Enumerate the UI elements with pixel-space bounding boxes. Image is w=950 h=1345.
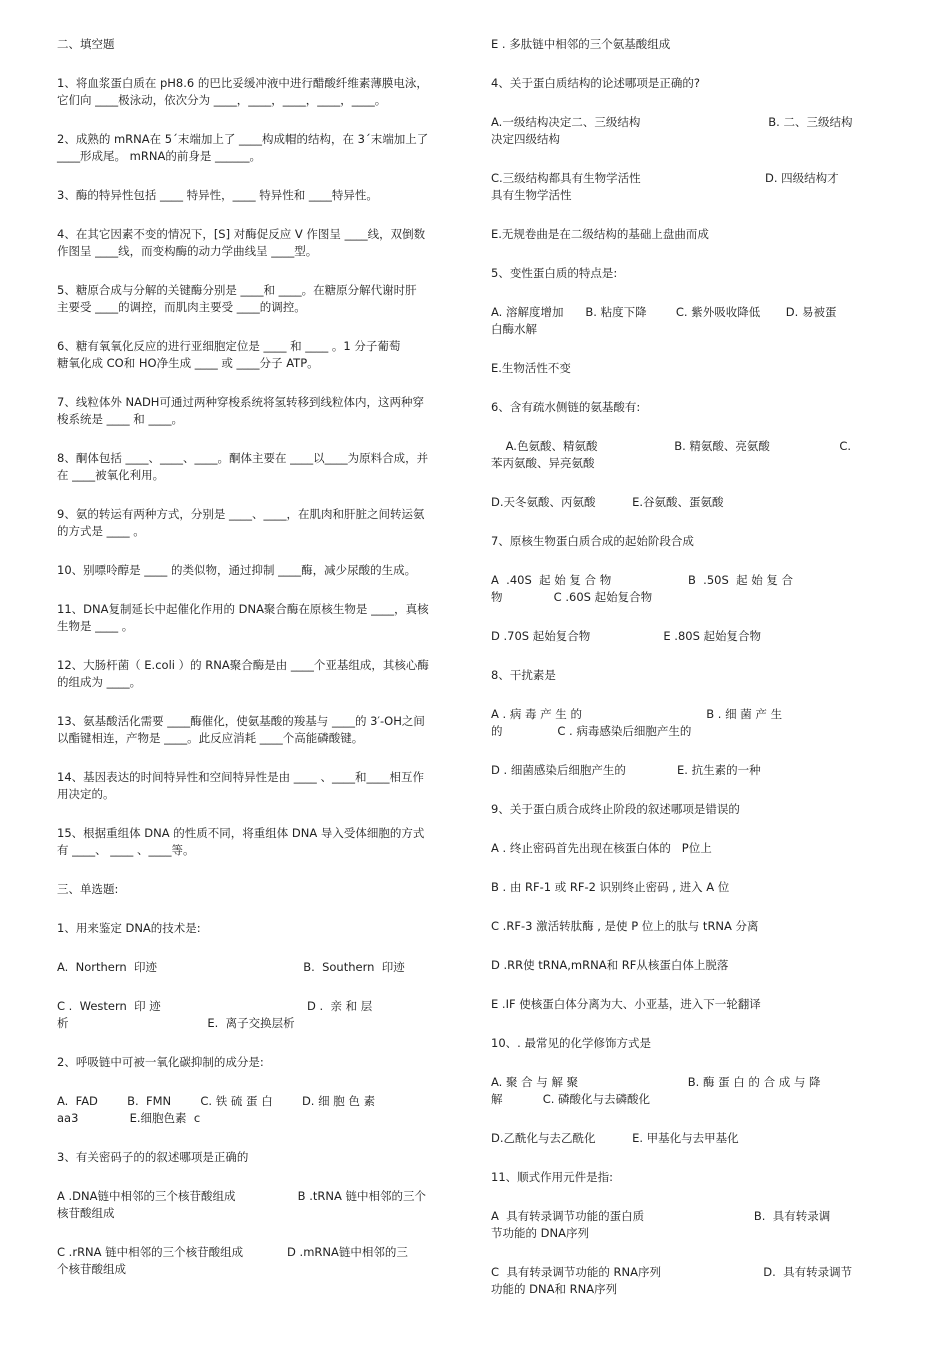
question-choice-10-options-de: D.乙酰化与去乙酰化 E. 甲基化与去甲基化 <box>491 1131 739 1145</box>
question-choice-1-options-ab: A. Northern 印迹 B. Southern 印迹 <box>57 960 405 974</box>
question-choice-4-options-ab: A.一级结构决定二、三级结构 B. 二、三级结构 决定四级结构 <box>491 115 853 146</box>
question-fill-9: 9、氨的转运有两种方式，分别是 ____、____，在肌肉和肝脏之间转运氨 的方式是 ____ 。 <box>57 507 425 538</box>
question-choice-4-option-e: E.无规卷曲是在二级结构的基础上盘曲而成 <box>491 227 709 241</box>
question-choice-11-options-cd: C 具有转录调节功能的 RNA序列 D. 具有转录调节 功能的 DNA和 RNA序列 <box>491 1265 853 1296</box>
question-choice-9: 9、关于蛋白质合成终止阶段的叙述哪项是错误的 <box>491 802 740 816</box>
question-choice-8-options-abc: A . 病 毒 产 生 的 B . 细 菌 产 生 的 C . 病毒感染后细胞产生的 <box>491 707 783 738</box>
question-fill-11: 11、DNA复制延长中起催化作用的 DNA聚合酶在原核生物是 ____，真核 生物是 ____ 。 <box>57 602 429 633</box>
question-choice-1: 1、用来鉴定 DNA的技术是: <box>57 921 201 935</box>
question-choice-3-options-cd: C .rRNA 链中相邻的三个核苷酸组成 D .mRNA链中相邻的三 个核苷酸组成 <box>57 1245 408 1276</box>
question-fill-8: 8、酮体包括 ____、____、____。酮体主要在 ____以____为原料合成，并 在 ____被氧化利用。 <box>57 451 429 482</box>
question-fill-15: 15、根据重组体 DNA 的性质不同，将重组体 DNA 导入受体细胞的方式 有 ____、 ____ 、____等。 <box>57 826 425 857</box>
question-choice-9-option-b: B . 由 RF-1 或 RF-2 识别终止密码 , 进入 A 位 <box>491 880 730 894</box>
question-fill-14: 14、基因表达的时间特异性和空间特异性是由 ____ 、____和____相互作 用决定的。 <box>57 770 424 801</box>
question-choice-7-options-abc: A .40S 起 始 复 合 物 B .50S 起 始 复 合 物 C .60S 起始复合物 <box>491 573 794 604</box>
question-fill-3: 3、酶的特异性包括 ____ 特异性，____ 特异性和 ____特异性。 <box>57 188 378 202</box>
question-choice-9-option-d: D .RR使 tRNA,mRNA和 RF从核蛋白体上脱落 <box>491 958 729 972</box>
question-choice-8-options-de: D . 细菌感染后细胞产生的 E. 抗生素的一种 <box>491 763 761 777</box>
question-choice-9-option-c: C .RF-3 激活转肽酶 , 是使 P 位上的肽与 tRNA 分离 <box>491 919 759 933</box>
question-fill-1: 1、将血浆蛋白质在 pH8.6 的巴比妥缓冲液中进行醋酸纤维素薄膜电泳， 它们向 ____极泳动，依次分为 ____，____，____，____，____。 <box>57 76 428 107</box>
question-fill-5: 5、糖原合成与分解的关键酶分别是 ____和 ____。在糖原分解代谢时肝 主要受 ____的调控，而肌肉主要受 ____的调控。 <box>57 283 417 314</box>
left-column <box>57 36 457 1278</box>
question-choice-2: 2、呼吸链中可被一氧化碳抑制的成分是: <box>57 1055 264 1069</box>
question-fill-12: 12、大肠杆菌（ E.coli ）的 RNA聚合酶是由 ____个亚基组成，其核心酶 的组成为 ____。 <box>57 658 429 689</box>
question-fill-10: 10、别嘌呤醇是 ____ 的类似物，通过抑制 ____酶，减少尿酸的生成。 <box>57 563 417 577</box>
question-fill-6: 6、糖有氧氧化反应的进行亚细胞定位是 ____ 和 ____ 。1 分子葡萄 糖氧化成 CO和 HO净生成 ____ 或 ____分子 ATP。 <box>57 339 401 370</box>
question-choice-6: 6、含有疏水侧链的氨基酸有: <box>491 400 641 414</box>
question-choice-5-options-abcd: A. 溶解度增加 B. 粘度下降 C. 紫外吸收降低 D. 易被蛋 白酶水解 <box>491 305 837 336</box>
question-choice-4-options-cd: C.三级结构都具有生物学活性 D. 四级结构才 具有生物学活性 <box>491 171 839 202</box>
question-choice-6-options-abc: A.色氨酸、精氨酸 B. 精氨酸、亮氨酸 C. 苯丙氨酸、异亮氨酸 <box>491 439 852 470</box>
question-choice-5: 5、变性蛋白质的特点是: <box>491 266 618 280</box>
question-choice-9-option-a: A . 终止密码首先出现在核蛋白体的 P位上 <box>491 841 712 855</box>
question-choice-9-option-e: E .IF 使核蛋白体分离为大、小亚基，进入下一轮翻译 <box>491 997 761 1011</box>
question-fill-7: 7、线粒体外 NADH可通过两种穿梭系统将氢转移到线粒体内，这两种穿 梭系统是 ____ 和 ____。 <box>57 395 424 426</box>
question-choice-3-options-ab: A .DNA链中相邻的三个核苷酸组成 B .tRNA 链中相邻的三个 核苷酸组成 <box>57 1189 426 1220</box>
question-choice-5-option-e: E.生物活性不变 <box>491 361 571 375</box>
question-choice-10-options-abc: A. 聚 合 与 解 聚 B. 酶 蛋 白 的 合 成 与 降 解 C. 磷酸化与去磷酸化 <box>491 1075 821 1106</box>
question-fill-2: 2、成熟的 mRNA在 5ˊ末端加上了 ____构成帽的结构，在 3ˊ末端加上了 ____形成尾。 mRNA的前身是 ______。 <box>57 132 429 163</box>
question-choice-4: 4、关于蛋白质结构的论述哪项是正确的? <box>491 76 700 90</box>
question-choice-11-options-ab: A 具有转录调节功能的蛋白质 B. 具有转录调 节功能的 DNA序列 <box>491 1209 831 1240</box>
question-choice-8: 8、干扰素是 <box>491 668 556 682</box>
question-choice-3-option-e: E . 多肽链中相邻的三个氨基酸组成 <box>491 37 671 51</box>
section-heading-single-choice: 三、单选题: <box>57 882 119 896</box>
question-choice-3: 3、有关密码子的的叙述哪项是正确的 <box>57 1150 249 1164</box>
question-choice-10: 10、. 最常见的化学修饰方式是 <box>491 1036 651 1050</box>
question-choice-6-options-de: D.天冬氨酸、丙氨酸 E.谷氨酸、蛋氨酸 <box>491 495 724 509</box>
question-choice-11: 11、顺式作用元件是指: <box>491 1170 614 1184</box>
question-choice-7: 7、原核生物蛋白质合成的起始阶段合成 <box>491 534 694 548</box>
question-choice-2-options: A. FAD B. FMN C. 铁 硫 蛋 白 D. 细 胞 色 素 aa3 E.细胞色素 c <box>57 1094 376 1125</box>
question-fill-13: 13、氨基酸活化需要 ____酶催化，使氨基酸的羧基与 ____的 3′-OH之间 以酯键相连，产物是 ____。此反应消耗 ____个高能磷酸键。 <box>57 714 425 745</box>
question-choice-1-options-cde: C . Western 印 迹 D . 亲 和 层 析 E. 离子交换层析 <box>57 999 373 1030</box>
question-fill-4: 4、在其它因素不变的情况下，[S] 对酶促反应 V 作图呈 ____线，双倒数 作图呈 ____线，而变构酶的动力学曲线呈 ____型。 <box>57 227 426 258</box>
right-column <box>491 36 893 1298</box>
question-choice-7-options-de: D .70S 起始复合物 E .80S 起始复合物 <box>491 629 762 643</box>
section-heading-fill-in: 二、填空题 <box>57 37 115 51</box>
